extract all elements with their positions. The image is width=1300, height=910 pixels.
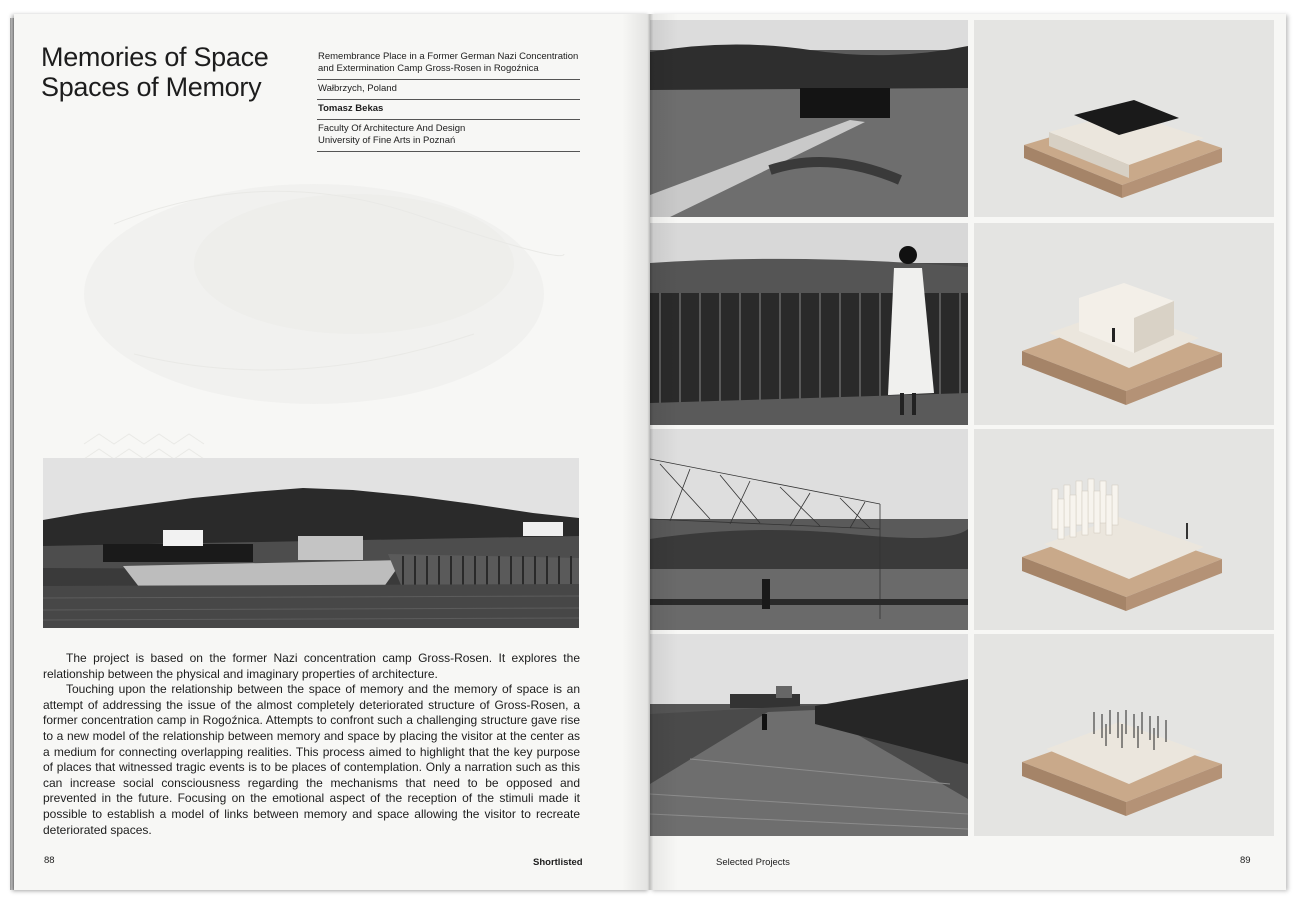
magazine-spread — [10, 14, 1284, 894]
body-text — [43, 651, 580, 838]
author-name: Tomasz Bekas — [318, 103, 384, 114]
school-line-2: University of Fine Arts in Poznań — [318, 135, 456, 146]
model-stepped-slot — [974, 223, 1274, 425]
location-text: Wałbrzych, Poland — [318, 83, 397, 94]
photo-woman-at-railing — [650, 223, 968, 425]
model-pillars — [974, 429, 1274, 630]
left-page — [14, 14, 650, 890]
project-name-line-1: Remembrance Place in a Former German Nazi Concentration — [318, 51, 579, 62]
faint-site-drawing — [54, 144, 574, 474]
project-name-line-2: and Extermination Camp Gross-Rosen in Rogoźnica — [318, 63, 539, 74]
project-author — [317, 100, 580, 120]
project-location — [317, 80, 580, 100]
title-line-2: Spaces of Memory — [41, 72, 262, 102]
section-label-right: Selected Projects — [716, 857, 790, 868]
project-name — [317, 48, 580, 80]
school-line-1: Faculty Of Architecture And Design — [318, 123, 466, 134]
model-needles — [974, 634, 1274, 836]
right-page — [650, 14, 1286, 890]
page-number-right: 89 — [1240, 855, 1251, 866]
model-black-top — [974, 20, 1274, 217]
title-line-1: Memories of Space — [41, 42, 269, 72]
photo-cobblestone-path — [650, 634, 968, 836]
photo-landscape-black-block — [650, 20, 968, 217]
page-title — [41, 42, 269, 102]
photo-wire-mesh-frame — [650, 429, 968, 630]
project-meta — [317, 48, 580, 152]
body-paragraph-2: Touching upon the relationship between the space of memory and the memory of space is an attempt of addressing the issue of the almost completely deteriorated structure of Gross-Rosen, a former concentration camp in Rogoźnica. Attempts to confront such a challenging structure gave rise to a new model of the relationship between memory and space by placing the visitor at the center as a medium for connecting overlapping realities. This process aimed to highlight that the key purpose of places that witnessed tragic events is to be places of contemplation. Only a narration such as this can increase social consciousness regarding the mechanisms that need to be opposed and prevented in the future. Focusing on the emotional aspect of the reception of the stimuli made it possible to establish a model of links between memory and space allowing the visitor to recreate deteriorated spaces. — [43, 682, 580, 837]
hero-photo-camp-panorama — [43, 458, 579, 628]
section-label-left: Shortlisted — [533, 857, 583, 868]
page-number-left: 88 — [44, 855, 55, 866]
body-paragraph-1: The project is based on the former Nazi concentration camp Gross-Rosen. It explores the relationship between the physical and imaginary properties of architecture. — [43, 651, 580, 681]
